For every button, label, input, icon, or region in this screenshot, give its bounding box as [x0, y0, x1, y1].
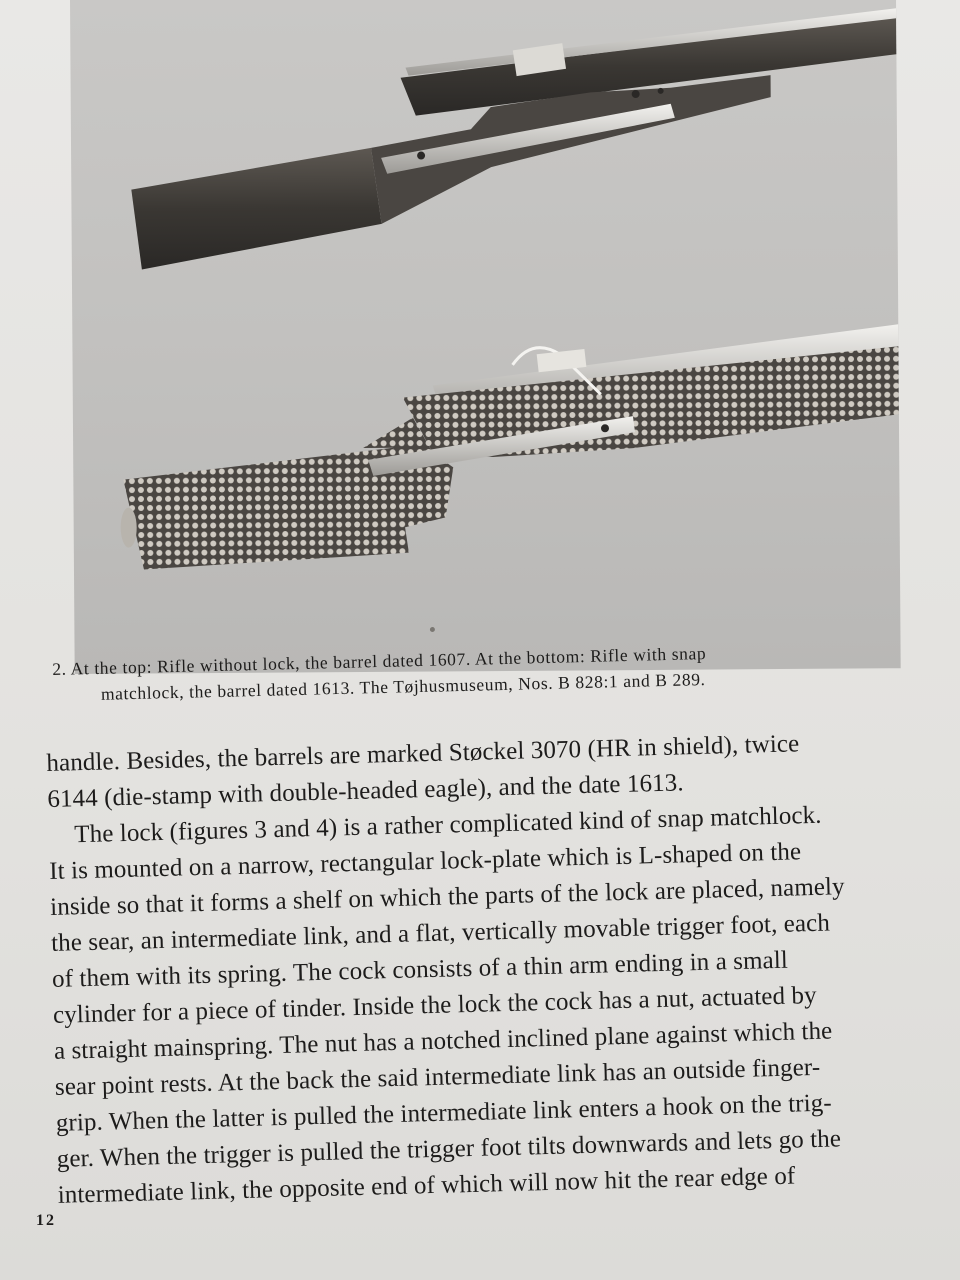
- text-line: ger. When the trigger is pulled the trigger foot tilts downwards and lets go the: [56, 1125, 842, 1173]
- text-line: It is mounted on a narrow, rectangular lock-plate which is L-shaped on the: [48, 838, 802, 885]
- text-line: the sear, an intermediate link, and a flat, vertically movable trigger foot, each: [50, 909, 831, 957]
- top-rifle: [130, 8, 898, 269]
- caption-line-2: matchlock, the barrel dated 1613. The Tøjhusmuseum, Nos. B 828:1 and B 289.: [100, 669, 706, 704]
- text-line: grip. When the latter is pulled the intermediate link enters a hook on the trig-: [55, 1089, 833, 1137]
- text-line: of them with its spring. The cock consists of a thin arm ending in a small: [51, 946, 789, 993]
- text-line: cylinder for a piece of tinder. Inside the lock the cock has a nut, actuated by: [52, 981, 818, 1029]
- text-line: handle. Besides, the barrels are marked Støckel 3070 (HR in shield), twice: [46, 730, 800, 777]
- rifles-illustration: [70, 0, 901, 674]
- page-number: 12: [36, 1212, 56, 1229]
- text-line: inside so that it forms a shelf on which the parts of the lock are placed, namely: [49, 873, 845, 921]
- text-line: intermediate link, the opposite end of which will now hit the rear edge of: [57, 1162, 796, 1209]
- text-line: The lock (figures 3 and 4) is a rather complicated kind of snap matchlock.: [73, 801, 822, 849]
- text-line: 6144 (die-stamp with double-headed eagle), and the date 1613.: [47, 769, 684, 813]
- figure-photograph: [70, 0, 901, 674]
- body-text: [46, 722, 958, 1213]
- bottom-rifle: [119, 324, 900, 634]
- text-line: sear point rests. At the back the said intermediate link has an outside finger-: [54, 1053, 821, 1101]
- caption-line-1: 2. At the top: Rifle without lock, the barrel dated 1607. At the bottom: Rifle with snap: [52, 643, 707, 679]
- text-line: a straight mainspring. The nut has a notched inclined plane against which the: [53, 1017, 833, 1065]
